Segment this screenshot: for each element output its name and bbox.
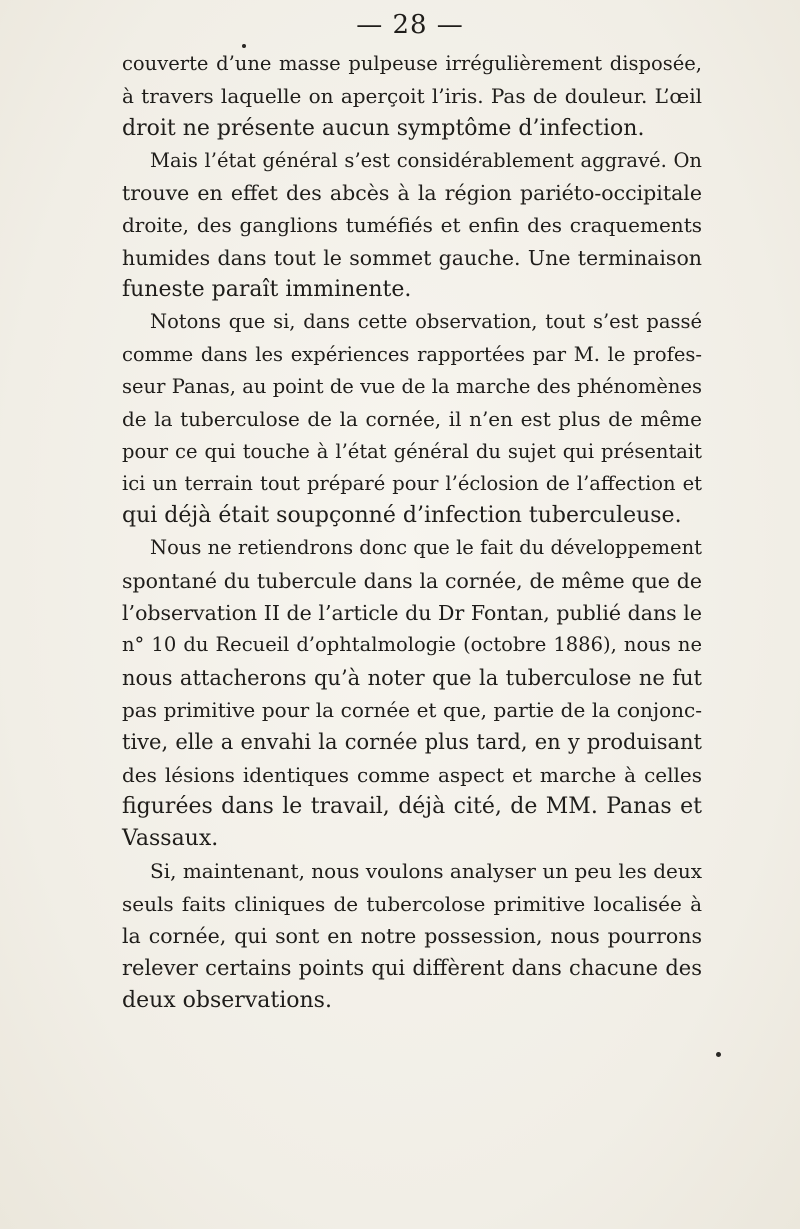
text-line: qui déjà était soupçonné d’infection tuberculeuse. <box>122 503 682 529</box>
text-line: Si, maintenant, nous voulons analyser un peu les deux <box>150 859 702 884</box>
text-line: humides dans tout le sommet gauche. Une terminaison <box>122 245 702 270</box>
text-line: de la tuberculose de la cornée, il n’en est plus de même <box>122 407 702 432</box>
text-line: ici un terrain tout préparé pour l’éclosion de l’affection et <box>122 471 702 495</box>
text-line: pas primitive pour la cornée et que, partie de la conjonc- <box>122 697 702 722</box>
paragraph-3 <box>122 306 702 532</box>
ink-speck <box>716 1052 721 1057</box>
text-line: l’observation II de l’article du Dr Fontan, publié dans le <box>122 601 702 626</box>
text-line: comme dans les expériences rapportées par M. le profes- <box>122 342 702 366</box>
paragraph-2 <box>122 145 702 306</box>
text-line: funeste paraît imminente. <box>122 277 412 303</box>
text-line: à travers laquelle on aperçoit l’iris. Pas de douleur. L’œil <box>122 84 702 109</box>
text-line: spontané du tubercule dans la cornée, de même que de <box>122 568 702 593</box>
paragraph-4 <box>122 532 702 855</box>
page-number: — 28 — <box>356 10 464 40</box>
text-line: couverte d’une masse pulpeuse irrégulièrement disposée, <box>122 52 702 75</box>
text-line: droite, des ganglions tuméfiés et enfin des craquements <box>122 213 702 238</box>
text-line: des lésions identiques comme aspect et marche à celles <box>122 762 702 787</box>
text-line: tive, elle a envahi la cornée plus tard, en y produisant <box>122 730 702 755</box>
paragraph-1 <box>122 48 702 145</box>
text-line: Notons que si, dans cette observation, tout s’est passé <box>150 310 702 334</box>
text-line: n° 10 du Recueil d’ophtalmologie (octobre 1886), nous ne <box>122 633 702 657</box>
text-line: Nous ne retiendrons donc que le fait du développement <box>150 536 702 560</box>
text-line: nous attacherons qu’à noter que la tuberculose ne fut <box>122 665 702 690</box>
ink-speck <box>242 44 246 48</box>
text-line: Vassaux. <box>122 826 219 852</box>
text-line: droit ne présente aucun symptôme d’infection. <box>122 115 645 141</box>
body-text <box>122 48 702 1017</box>
paragraph-5 <box>122 855 702 1016</box>
text-line: la cornée, qui sont en notre possession, nous pourrons <box>122 924 702 949</box>
text-line: trouve en effet des abcès à la région pariéto-occipitale <box>122 181 702 206</box>
text-line: Mais l’état général s’est considérablement aggravé. On <box>150 148 702 172</box>
text-line: seur Panas, au point de vue de la marche des phénomènes <box>122 374 702 398</box>
text-line: seuls faits cliniques de tubercolose primitive localisée à <box>122 891 702 916</box>
text-line: pour ce qui touche à l’état général du sujet qui présentait <box>122 439 702 463</box>
text-line: figurées dans le travail, déjà cité, de MM. Panas et <box>122 793 702 819</box>
text-line: relever certains points qui diffèrent dans chacune des <box>122 956 702 981</box>
text-line: deux observations. <box>122 987 332 1013</box>
